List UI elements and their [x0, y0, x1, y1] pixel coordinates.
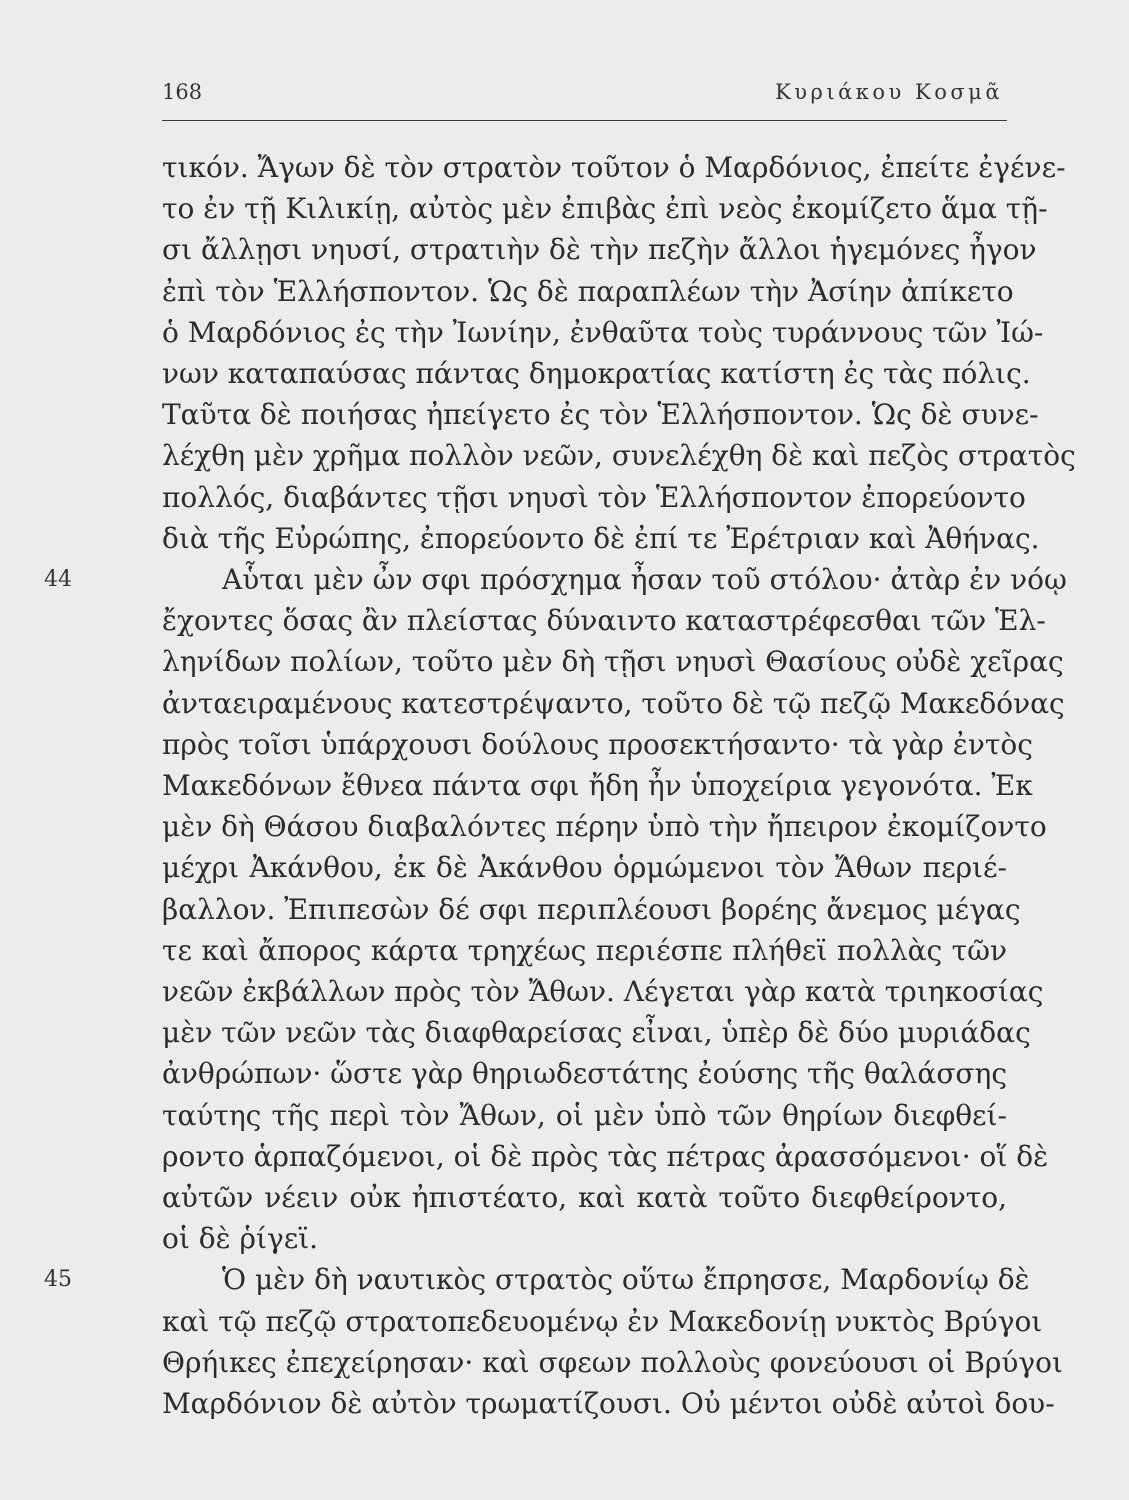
text-line-content: Ταῦτα δὲ ποιήσας ἠπείγετο ἐς τὸν Ἑλλήσποντον. Ὡς δὲ συνε- — [162, 398, 1039, 432]
text-line-content: ἀνταειραμένους κατεστρέψαντο, τοῦτο δὲ τῷ πεζῷ Μακεδόνας — [162, 686, 1065, 720]
text-line — [162, 725, 1033, 765]
text-line — [162, 642, 1064, 682]
text-line — [162, 890, 1021, 930]
text-line — [162, 1178, 1007, 1218]
text-line — [44, 1260, 1030, 1300]
text-line-content: τε καὶ ἄπορος κάρτα τρηχέως περιέσπε πλήθεϊ πολλὰς τῶν — [162, 933, 1007, 967]
text-line — [162, 189, 1048, 229]
text-line — [162, 1219, 1007, 1259]
text-line — [162, 684, 1065, 724]
running-head: Κυριάκου Κοσμᾶ — [775, 80, 1003, 104]
section-number: 44 — [44, 567, 72, 592]
text-line-content: λέχθη μὲν χρῆμα πολλὸν νεῶν, συνελέχθη δὲ καὶ πεζὸς στρατὸς — [162, 439, 1076, 473]
text-line — [162, 766, 1033, 806]
text-line-content: οἱ δὲ ῥίγεϊ. — [162, 1222, 319, 1256]
text-line — [162, 519, 1040, 559]
text-line — [162, 1137, 1049, 1177]
text-line — [162, 230, 1037, 270]
text-line-content: αὐτῶν νέειν οὐκ ἠπιστέατο, καὶ κατὰ τοῦτο διεφθείροντο, — [162, 1181, 1007, 1214]
text-line — [162, 1343, 1063, 1383]
text-line-content: καὶ τῷ πεζῷ στρατοπεδευομένῳ ἐν Μακεδονίῃ νυκτὸς Βρύγοι — [162, 1304, 1043, 1338]
text-line-content: το ἐν τῇ Κιλικίῃ, αὐτὸς μὲν ἐπιβὰς ἐπὶ νεὸς ἐκομίζετο ἅμα τῇ- — [162, 192, 1048, 226]
text-line-content: μέχρι Ἀκάνθου, ἐκ δὲ Ἀκάνθου ὁρμώμενοι τὸν Ἄθων περιέ- — [162, 851, 1007, 885]
text-line — [162, 148, 1066, 188]
section-number: 45 — [44, 1267, 72, 1293]
text-line — [162, 1384, 1055, 1424]
text-line-content: ἀνθρώπων· ὥστε γὰρ θηριωδεστάτης ἐούσης τῆς θαλάσσης — [162, 1057, 1007, 1091]
text-line — [162, 1302, 1043, 1342]
text-line-content: Θρήικες ἐπεχείρησαν· καὶ σφεων πολλοὺς φονεύουσι οἱ Βρύγοι — [162, 1345, 1063, 1379]
text-line-content: ἔχοντες ὅσας ἂν πλείστας δύναιντο καταστρέφεσθαι τῶν Ἑλ- — [162, 604, 1046, 638]
text-line-content: Μακεδόνων ἔθνεα πάντα σφι ἤδη ἦν ὑποχείρια γεγονότα. Ἐκ — [162, 769, 1033, 802]
text-line — [162, 272, 1014, 312]
text-line — [162, 848, 1007, 888]
text-line — [162, 1054, 1007, 1094]
text-line-content: νων καταπαύσας πάντας δημοκρατίας κατίστη ἐς τὰς πόλις. — [162, 357, 1031, 390]
text-line — [162, 354, 1031, 394]
text-line — [44, 560, 1067, 600]
text-line — [162, 436, 1076, 476]
text-line — [162, 1013, 1031, 1053]
text-line — [162, 1096, 1007, 1136]
text-line-content: μὲν δὴ Θάσου διαβαλόντες πέρην ὑπὸ τὴν ἤπειρον ἐκομίζοντο — [162, 810, 1047, 844]
text-line-content: τικόν. Ἄγων δὲ τὸν στρατὸν τοῦτον ὁ Μαρδόνιος, ἐπείτε ἐγένε- — [162, 151, 1066, 184]
text-line-content: νεῶν ἐκβάλλων πρὸς τὸν Ἄθων. Λέγεται γὰρ κατὰ τριηκοσίας — [162, 975, 1044, 1008]
text-line — [162, 931, 1007, 971]
text-line — [162, 601, 1046, 641]
text-line — [162, 807, 1047, 847]
text-line — [162, 478, 1026, 518]
text-line-content: ἐπὶ τὸν Ἑλλήσποντον. Ὡς δὲ παραπλέων τὴν Ἀσίην ἀπίκετο — [162, 274, 1014, 308]
text-line-content: μὲν τῶν νεῶν τὰς διαφθαρείσας εἶναι, ὑπὲρ δὲ δύο μυριάδας — [162, 1016, 1031, 1050]
text-line-content: Ὁ μὲν δὴ ναυτικὸς στρατὸς οὕτω ἔπρησσε, Μαρδονίῳ δὲ — [222, 1263, 1030, 1297]
text-line-content: διὰ τῆς Εὐρώπης, ἐπορεύοντο δὲ ἐπί τε Ἐρέτριαν καὶ Ἀθήνας. — [162, 521, 1040, 555]
text-line-content: σι ἄλλῃσι νηυσί, στρατιὴν δὲ τὴν πεζὴν ἄλλοι ἡγεμόνες ἦγον — [162, 233, 1037, 267]
text-line-content: ληνίδων πολίων, τοῦτο μὲν δὴ τῇσι νηυσὶ Θασίους οὐδὲ χεῖρας — [162, 645, 1064, 679]
text-line — [162, 972, 1044, 1012]
text-line-content: βαλλον. Ἐπιπεσὼν δέ σφι περιπλέουσι βορέης ἄνεμος μέγας — [162, 892, 1021, 926]
text-line-content: πολλός, διαβάντες τῇσι νηυσὶ τὸν Ἑλλήσποντον ἐπορεύοντο — [162, 480, 1026, 514]
text-line-content: πρὸς τοῖσι ὑπάρχουσι δούλους προσεκτήσαντο· τὰ γὰρ ἐντὸς — [162, 727, 1033, 761]
page-header — [162, 78, 1007, 121]
text-line-content: ταύτης τῆς περὶ τὸν Ἄθων, οἱ μὲν ὑπὸ τῶν θηρίων διεφθεί- — [162, 1098, 1007, 1132]
text-line — [162, 313, 1044, 353]
page-number: 168 — [162, 80, 203, 104]
text-line-content: Μαρδόνιον δὲ αὐτὸν τρωματίζουσι. Οὐ μέντοι οὐδὲ αὐτοὶ δου- — [162, 1387, 1055, 1420]
text-line-content: ροντο ἁρπαζόμενοι, οἱ δὲ πρὸς τὰς πέτρας ἀρασσόμενοι· οἵ δὲ — [162, 1139, 1049, 1173]
text-line-content: Αὗται μὲν ὦν σφι πρόσχημα ἦσαν τοῦ στόλου· ἀτὰρ ἐν νόῳ — [222, 563, 1067, 596]
text-line-content: ὁ Μαρδόνιος ἐς τὴν Ἰωνίην, ἐνθαῦτα τοὺς τυράννους τῶν Ἰώ- — [162, 315, 1044, 349]
text-line — [162, 395, 1039, 435]
